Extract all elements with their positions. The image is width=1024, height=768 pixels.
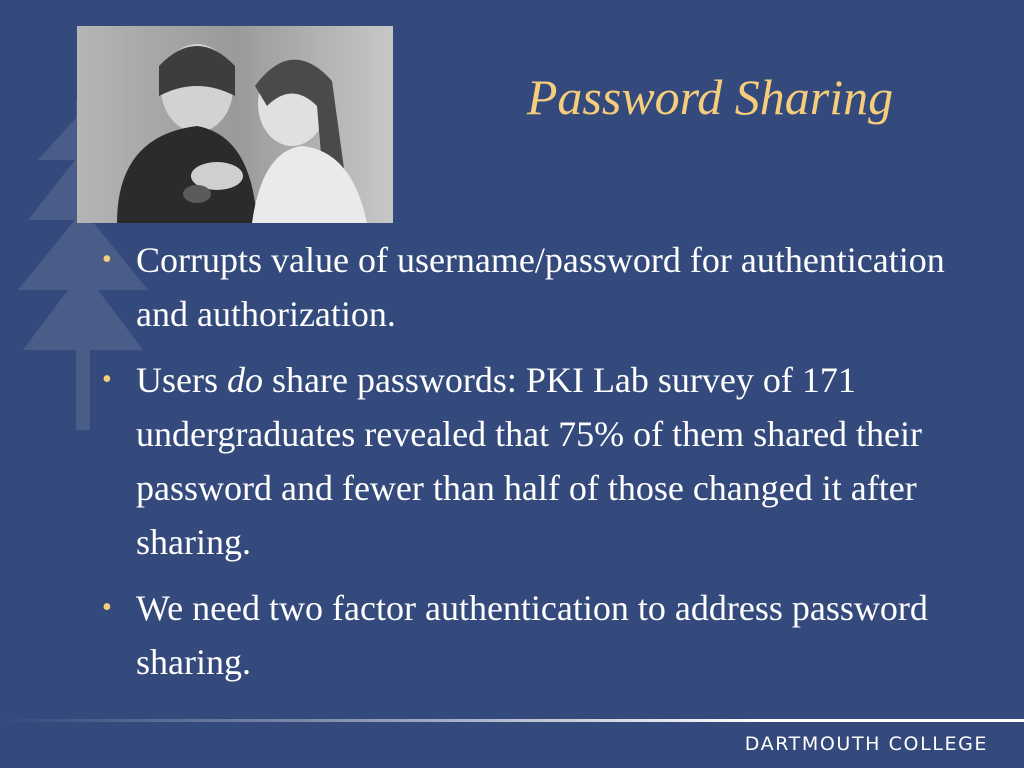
footer-divider <box>0 719 1024 722</box>
bullet-text: Corrupts value of username/password for authentication and authorization. <box>136 240 945 334</box>
photo-two-girls <box>77 26 393 223</box>
bullet-dot-icon: • <box>102 592 112 623</box>
slide-title: Password Sharing <box>526 69 894 125</box>
bullet-item <box>96 233 996 341</box>
bullet-text-pre: Users <box>136 360 227 400</box>
bullet-text-emphasis: do <box>226 360 263 400</box>
bullet-item <box>96 353 996 569</box>
bullet-list <box>96 233 996 701</box>
bullet-dot-icon: • <box>102 364 112 395</box>
bullet-text-post: share passwords: PKI Lab survey of 171 undergraduates revealed that 75% of them shared their password and fewer than half of those changed it after sharing. <box>136 360 923 562</box>
bullet-item <box>96 581 996 689</box>
bullet-dot-icon: • <box>102 244 112 275</box>
bullet-text: We need two factor authentication to address password sharing. <box>136 588 928 682</box>
footer-brand: DARTMOUTH COLLEGE <box>744 733 988 755</box>
